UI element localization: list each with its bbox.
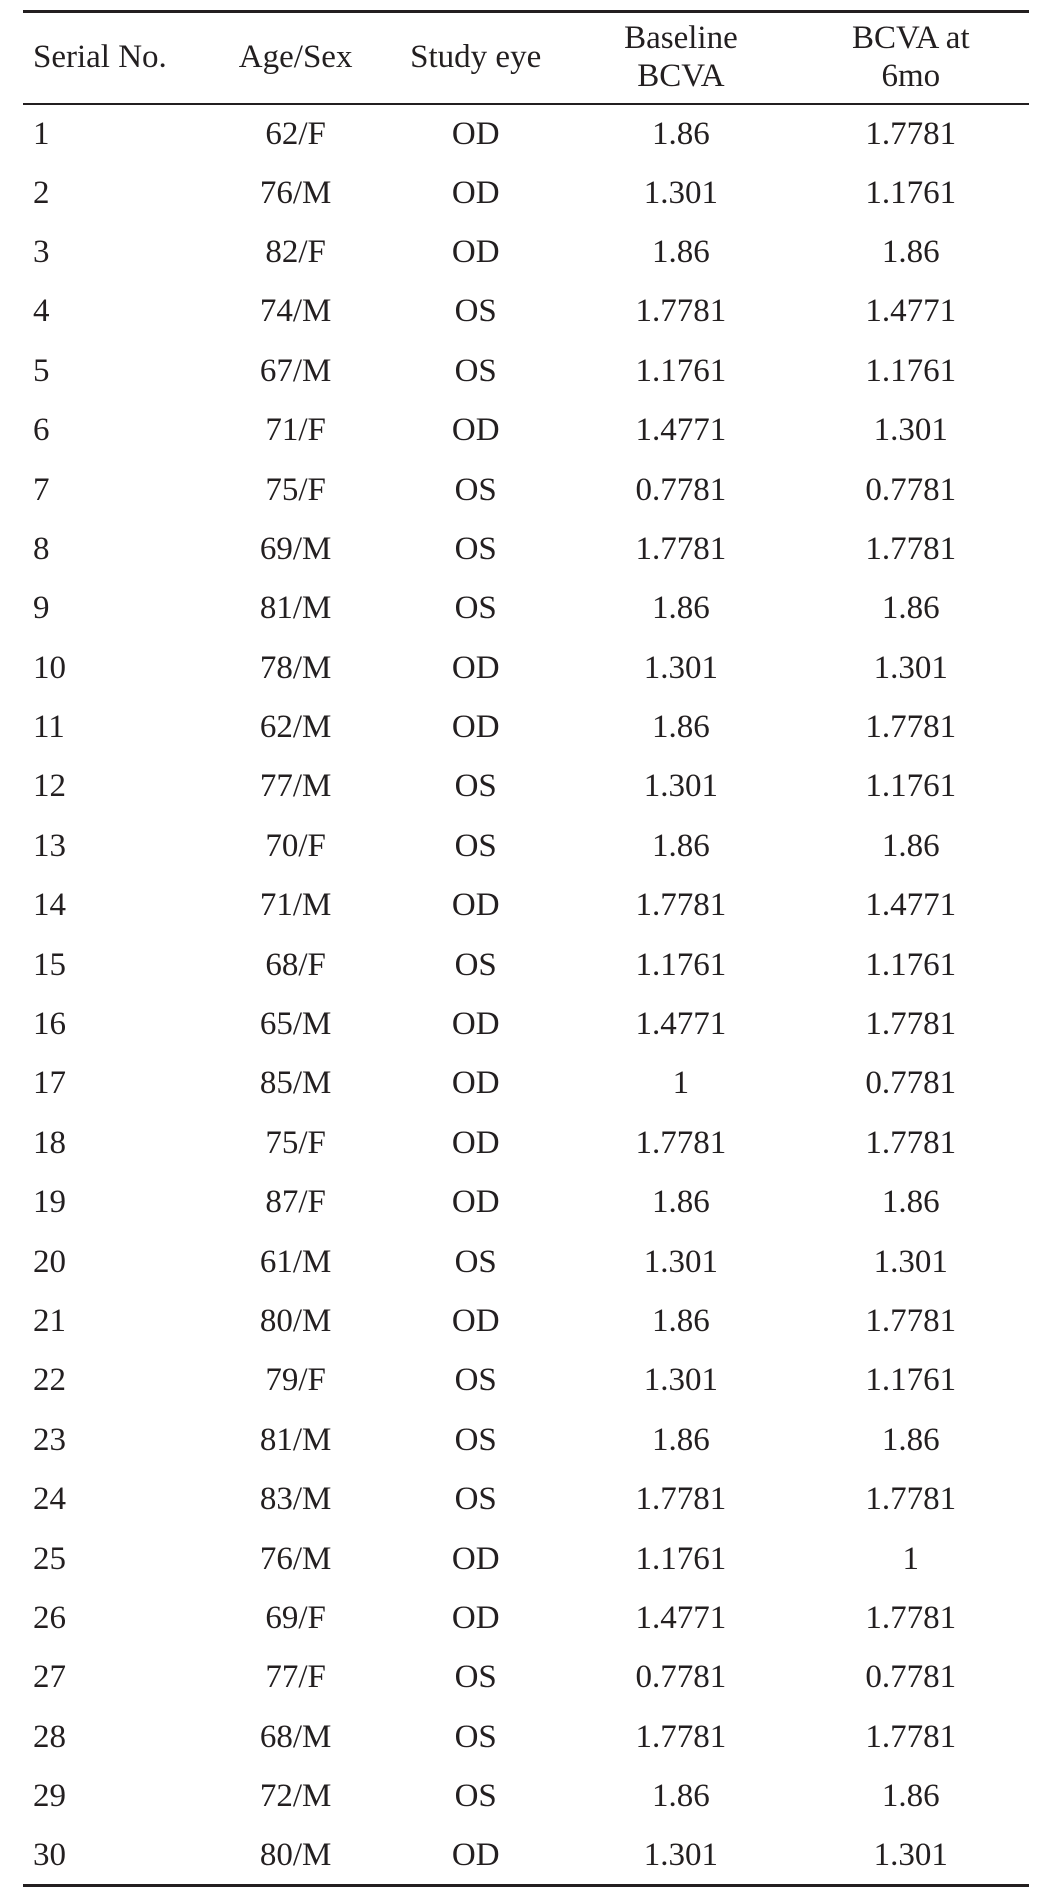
cell-age-sex: 68/M [259, 1718, 332, 1755]
cell-study-eye: OD [451, 1124, 500, 1161]
cell-serial-no: 27 [33, 1659, 66, 1696]
table-row [23, 1708, 1029, 1767]
cell-study-eye: OD [451, 1540, 500, 1577]
cell-serial-no: 9 [33, 590, 50, 627]
cell-baseline-bcva: 1.86 [652, 1303, 710, 1339]
table-row [23, 1054, 1029, 1113]
cell-baseline-bcva: 1.7781 [635, 887, 727, 924]
cell-baseline-bcva: 0.7781 [635, 1659, 727, 1696]
cell-study-eye: OS [454, 1778, 497, 1815]
cell-bcva-6mo: 1.1761 [865, 946, 957, 983]
cell-bcva-6mo: 1.7781 [865, 709, 957, 746]
cell-study-eye: OD [451, 709, 500, 746]
cell-serial-no: 4 [33, 293, 50, 330]
cell-age-sex: 80/M [259, 1836, 332, 1873]
header-row [23, 12, 1029, 105]
cell-baseline-bcva: 1.86 [652, 233, 710, 270]
table-row [23, 223, 1029, 282]
cell-age-sex: 78/M [259, 649, 332, 686]
table-row [23, 520, 1029, 579]
cell-study-eye: OS [454, 1243, 497, 1280]
cell-study-eye: OD [451, 649, 500, 686]
cell-bcva-6mo: 1.7781 [865, 530, 957, 567]
header-study-eye: Study eye [410, 39, 542, 76]
cell-baseline-bcva: 1.301 [643, 1836, 719, 1873]
cell-baseline-bcva: 1.86 [652, 1421, 710, 1458]
cell-serial-no: 26 [33, 1599, 66, 1636]
cell-age-sex: 77/F [265, 1659, 326, 1696]
cell-age-sex: 85/M [259, 1065, 332, 1102]
cell-serial-no: 17 [33, 1065, 66, 1102]
table-row [23, 401, 1029, 460]
cell-baseline-bcva: 1.301 [643, 1362, 719, 1399]
cell-serial-no: 29 [33, 1778, 66, 1815]
cell-age-sex: 62/M [259, 709, 332, 746]
cell-bcva-6mo: 1.301 [873, 412, 948, 449]
table-row [23, 639, 1029, 698]
table-row [23, 698, 1029, 757]
table-row [23, 1173, 1029, 1232]
cell-age-sex: 76/M [259, 174, 332, 211]
cell-study-eye: OD [451, 1303, 500, 1339]
cell-age-sex: 72/M [259, 1778, 332, 1815]
cell-baseline-bcva: 1.86 [652, 1778, 710, 1815]
cell-baseline-bcva: 1 [672, 1065, 690, 1102]
cell-study-eye: OD [451, 1599, 500, 1636]
cell-bcva-6mo: 1.301 [873, 1836, 948, 1873]
table-row [23, 1470, 1029, 1529]
cell-bcva-6mo: 1.1761 [865, 768, 957, 805]
cell-bcva-6mo: 1.4771 [865, 887, 957, 924]
cell-baseline-bcva: 1.7781 [635, 1718, 727, 1755]
cell-baseline-bcva: 1.7781 [635, 1124, 727, 1161]
cell-serial-no: 7 [33, 471, 50, 508]
cell-serial-no: 18 [33, 1124, 66, 1161]
cell-bcva-6mo: 1.7781 [865, 1718, 957, 1755]
cell-serial-no: 25 [33, 1540, 66, 1577]
cell-serial-no: 8 [33, 530, 50, 567]
cell-bcva-6mo: 1 [902, 1540, 920, 1577]
cell-study-eye: OS [454, 1362, 497, 1399]
cell-serial-no: 20 [33, 1243, 66, 1280]
cell-age-sex: 65/M [259, 1006, 332, 1043]
table-row [23, 817, 1029, 876]
cell-serial-no: 15 [33, 946, 66, 983]
cell-baseline-bcva: 1.7781 [635, 530, 727, 567]
header-baseline-bcva [569, 12, 792, 105]
cell-baseline-bcva: 1.7781 [635, 1481, 727, 1518]
table-row [23, 1589, 1029, 1648]
cell-serial-no: 3 [33, 233, 50, 270]
cell-serial-no: 11 [33, 709, 65, 746]
table-row [23, 104, 1029, 163]
cell-age-sex: 81/M [259, 1421, 332, 1458]
cell-baseline-bcva: 1.86 [652, 115, 710, 152]
cell-age-sex: 79/F [265, 1362, 326, 1399]
cell-bcva-6mo: 1.301 [873, 1243, 948, 1280]
cell-age-sex: 83/M [259, 1481, 332, 1518]
cell-serial-no: 21 [33, 1303, 66, 1339]
table-row [23, 1292, 1029, 1351]
cell-age-sex: 69/M [259, 530, 332, 567]
cell-bcva-6mo: 1.7781 [865, 1599, 957, 1636]
table-row [23, 282, 1029, 341]
cell-baseline-bcva: 1.86 [652, 590, 710, 627]
cell-age-sex: 68/F [265, 946, 326, 983]
cell-age-sex: 75/F [265, 1124, 326, 1161]
table-row [23, 1826, 1029, 1885]
cell-age-sex: 61/M [259, 1243, 332, 1280]
cell-bcva-6mo: 1.86 [881, 233, 940, 270]
header-age-sex: Age/Sex [238, 39, 353, 76]
cell-study-eye: OD [451, 412, 500, 449]
table-row [23, 876, 1029, 935]
cell-age-sex: 76/M [259, 1540, 332, 1577]
cell-age-sex: 81/M [259, 590, 332, 627]
cell-study-eye: OS [454, 352, 497, 389]
cell-study-eye: OD [451, 887, 500, 924]
table-row [23, 995, 1029, 1054]
cell-bcva-6mo: 1.7781 [865, 1303, 957, 1339]
cell-study-eye: OD [451, 1836, 500, 1873]
cell-age-sex: 71/M [259, 887, 332, 924]
table-row [23, 935, 1029, 994]
cell-bcva-6mo: 1.1761 [865, 1362, 957, 1399]
cell-bcva-6mo: 1.86 [881, 590, 940, 627]
cell-baseline-bcva: 1.4771 [635, 1599, 727, 1636]
cell-serial-no: 19 [33, 1184, 66, 1221]
cell-baseline-bcva: 1.301 [643, 768, 719, 805]
cell-bcva-6mo: 0.7781 [865, 471, 957, 508]
cell-bcva-6mo: 1.7781 [865, 1124, 957, 1161]
cell-serial-no: 12 [33, 768, 66, 805]
cell-study-eye: OS [454, 293, 497, 330]
cell-bcva-6mo: 0.7781 [865, 1659, 957, 1696]
cell-study-eye: OD [451, 1065, 500, 1102]
table-row [23, 579, 1029, 638]
cell-age-sex: 77/M [259, 768, 332, 805]
table-row [23, 460, 1029, 519]
header-baseline-line1: Baseline [624, 20, 738, 57]
cell-bcva-6mo: 1.301 [873, 649, 948, 686]
cell-serial-no: 14 [33, 887, 66, 924]
table-row [23, 1529, 1029, 1588]
cell-serial-no: 28 [33, 1718, 66, 1755]
cell-study-eye: OS [454, 827, 497, 864]
cell-age-sex: 71/F [265, 412, 326, 449]
cell-study-eye: OD [451, 233, 500, 270]
cell-bcva-6mo: 0.7781 [865, 1065, 957, 1102]
cell-serial-no: 2 [33, 174, 50, 211]
cell-baseline-bcva: 1.86 [652, 827, 710, 864]
table-row [23, 1351, 1029, 1410]
cell-bcva-6mo: 1.86 [881, 1184, 940, 1221]
cell-study-eye: OS [454, 1481, 497, 1518]
cell-study-eye: OS [454, 946, 497, 983]
header-bcva6-line2: 6mo [881, 58, 941, 94]
cell-serial-no: 5 [33, 352, 50, 389]
cell-age-sex: 82/F [265, 233, 326, 270]
cell-baseline-bcva: 1.1761 [635, 1540, 727, 1577]
cell-bcva-6mo: 1.4771 [865, 293, 957, 330]
cell-age-sex: 75/F [265, 471, 326, 508]
cell-serial-no: 22 [33, 1362, 66, 1399]
header-baseline-line2: BCVA [637, 58, 725, 94]
cell-baseline-bcva: 1.7781 [635, 293, 727, 330]
cell-bcva-6mo: 1.7781 [865, 1006, 957, 1043]
cell-baseline-bcva: 1.301 [643, 649, 719, 686]
cell-bcva-6mo: 1.7781 [865, 115, 957, 152]
table-row [23, 1648, 1029, 1707]
table-row [23, 163, 1029, 222]
table-row [23, 1767, 1029, 1826]
cell-study-eye: OS [454, 1421, 497, 1458]
cell-study-eye: OD [451, 1006, 500, 1043]
cell-age-sex: 67/M [259, 352, 332, 389]
cell-serial-no: 23 [33, 1421, 66, 1458]
cell-baseline-bcva: 1.86 [652, 709, 710, 746]
table-row [23, 342, 1029, 401]
cell-bcva-6mo: 1.86 [881, 1421, 940, 1458]
table-row [23, 1232, 1029, 1291]
table-row [23, 1411, 1029, 1470]
cell-study-eye: OD [451, 115, 500, 152]
patient-bcva-table-container [23, 10, 1029, 1887]
cell-baseline-bcva: 1.1761 [635, 352, 727, 389]
cell-bcva-6mo: 1.1761 [865, 352, 957, 389]
cell-bcva-6mo: 1.86 [881, 827, 940, 864]
cell-bcva-6mo: 1.1761 [865, 174, 957, 211]
table-row [23, 757, 1029, 816]
cell-study-eye: OD [451, 1184, 500, 1221]
cell-age-sex: 70/F [265, 827, 326, 864]
cell-study-eye: OS [454, 768, 497, 805]
cell-serial-no: 1 [33, 115, 50, 152]
cell-baseline-bcva: 1.1761 [635, 946, 727, 983]
cell-serial-no: 16 [33, 1006, 66, 1043]
cell-serial-no: 6 [33, 412, 50, 449]
cell-bcva-6mo: 1.7781 [865, 1481, 957, 1518]
table-row [23, 1114, 1029, 1173]
cell-age-sex: 69/F [265, 1599, 326, 1636]
cell-serial-no: 24 [33, 1481, 66, 1518]
cell-baseline-bcva: 1.301 [643, 1243, 719, 1280]
cell-age-sex: 62/F [265, 115, 326, 152]
cell-serial-no: 30 [33, 1836, 66, 1873]
cell-age-sex: 87/F [265, 1184, 326, 1221]
cell-baseline-bcva: 1.4771 [635, 1006, 727, 1043]
cell-study-eye: OS [454, 1718, 497, 1755]
header-bcva6-line1: BCVA at [851, 20, 970, 57]
patient-bcva-table [23, 10, 1029, 1887]
cell-baseline-bcva: 0.7781 [635, 471, 727, 508]
cell-study-eye: OS [454, 1659, 497, 1696]
cell-study-eye: OD [451, 174, 500, 211]
cell-baseline-bcva: 1.4771 [635, 412, 727, 449]
table-body [23, 104, 1029, 1886]
cell-baseline-bcva: 1.86 [652, 1184, 710, 1221]
header-bcva-6mo [793, 12, 1029, 105]
cell-study-eye: OS [454, 530, 497, 567]
cell-baseline-bcva: 1.301 [643, 174, 719, 211]
table-header [23, 12, 1029, 105]
cell-serial-no: 10 [33, 649, 66, 686]
cell-bcva-6mo: 1.86 [881, 1778, 940, 1815]
cell-age-sex: 80/M [259, 1303, 332, 1339]
header-serial-no: Serial No. [33, 39, 167, 76]
cell-age-sex: 74/M [259, 293, 332, 330]
cell-study-eye: OS [454, 471, 497, 508]
cell-study-eye: OS [454, 590, 497, 627]
cell-serial-no: 13 [33, 827, 66, 864]
